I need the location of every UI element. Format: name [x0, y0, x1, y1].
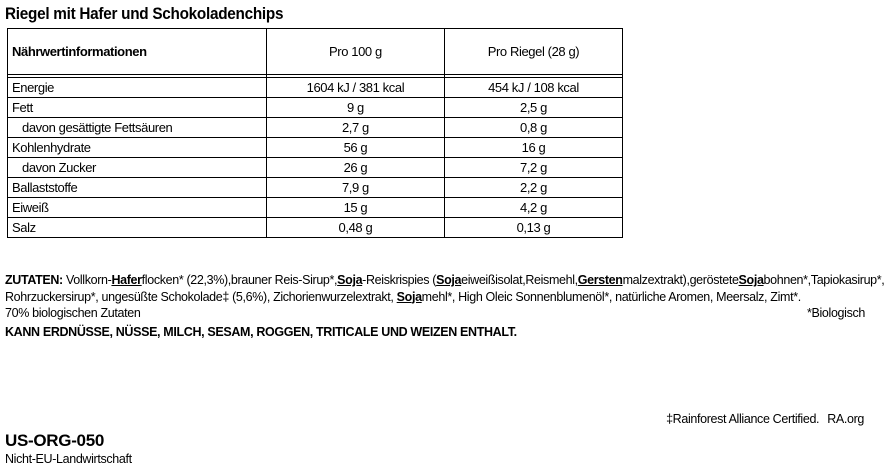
allergen-highlight: Soja [396, 289, 422, 304]
nutrition-header-label: Nährwertinformationen [8, 29, 267, 75]
ingredient-text: eiweißisolat, [461, 273, 526, 287]
nutrient-label: Ballaststoffe [8, 178, 267, 198]
nutrition-header-row [8, 29, 623, 75]
ingredients-line-1 [5, 272, 884, 289]
nutrient-label: Kohlenhydrate [8, 138, 267, 158]
nutrient-perbar: 2,5 g [444, 98, 622, 118]
organic-row [5, 305, 865, 322]
nutrition-header-perbar: Pro Riegel (28 g) [444, 29, 622, 75]
nutrient-per100: 26 g [266, 158, 444, 178]
certification-origin: Nicht-EU-Landwirtschaft [5, 452, 132, 466]
allergen-highlight: Soja [436, 273, 462, 287]
ingredients-block [5, 272, 884, 340]
table-row [8, 218, 623, 238]
nutrient-perbar: 7,2 g [444, 158, 622, 178]
table-row [8, 118, 623, 138]
table-row [8, 178, 623, 198]
ingredients-segment [739, 272, 811, 289]
ingredient-text: Rohrzuckersirup*, ungesüßte Schokolade‡ (5,6%), Zichorienwurzelextrakt, [5, 289, 394, 304]
nutrition-header-per100: Pro 100 g [266, 29, 444, 75]
ingredient-text: -Reiskrispies ( [362, 273, 437, 287]
ingredient-text: flocken* (22,3%), [141, 273, 231, 287]
ingredient-text: mehl*, High Oleic Sonnenblumenöl*, natürliche Aromen, Meersalz, Zimt*. [421, 289, 801, 304]
table-row [8, 158, 623, 178]
nutrient-per100: 56 g [266, 138, 444, 158]
ingredients-label: ZUTATEN: [5, 273, 63, 287]
ingredient-text: bohnen*, [763, 273, 811, 287]
nutrient-perbar: 0,8 g [444, 118, 622, 138]
organic-share: 70% biologischen Zutaten [5, 306, 141, 320]
nutrient-label: Energie [8, 78, 267, 98]
rainforest-text: ‡Rainforest Alliance Certified. [666, 412, 820, 426]
ingredients-segment [5, 272, 231, 289]
nutrient-label: davon gesättigte Fettsäuren [8, 118, 267, 138]
nutrient-per100: 9 g [266, 98, 444, 118]
ingredient-text: Reismehl, [525, 273, 578, 287]
nutrient-per100: 0,48 g [266, 218, 444, 238]
nutrition-table [7, 28, 623, 238]
nutrient-per100: 2,7 g [266, 118, 444, 138]
nutrient-per100: 1604 kJ / 381 kcal [266, 78, 444, 98]
ingredient-text: brauner Reis-Sirup*, [230, 273, 338, 287]
ingredient-text: geröstete [689, 273, 739, 287]
nutrient-per100: 15 g [266, 198, 444, 218]
nutrient-perbar: 2,2 g [444, 178, 622, 198]
nutrient-perbar: 454 kJ / 108 kcal [444, 78, 622, 98]
ingredients-line-2 [5, 289, 865, 306]
rainforest-site: RA.org [827, 412, 864, 426]
organic-note: *Biologisch [807, 306, 865, 320]
allergen-highlight: Soja [337, 273, 363, 287]
ingredient-text: malzextrakt), [622, 273, 690, 287]
nutrient-label: Fett [8, 98, 267, 118]
certification-code: US-ORG-050 [5, 431, 105, 450]
product-title: Riegel mit Hafer und Schokoladenchips [5, 4, 284, 23]
allergen-highlight: Gersten [577, 273, 623, 287]
nutrient-label: Eiweiß [8, 198, 267, 218]
table-row [8, 198, 623, 218]
table-row [8, 78, 623, 98]
rainforest-note [666, 412, 864, 426]
nutrient-label: Salz [8, 218, 267, 238]
nutrient-per100: 7,9 g [266, 178, 444, 198]
allergen-highlight: Hafer [111, 273, 142, 287]
allergen-highlight: Soja [738, 273, 764, 287]
table-row [8, 98, 623, 118]
nutrient-label: davon Zucker [8, 158, 267, 178]
ingredients-segment [337, 272, 525, 289]
nutrient-perbar: 16 g [444, 138, 622, 158]
nutrient-perbar: 0,13 g [444, 218, 622, 238]
ingredient-text: Vollkorn- [65, 273, 112, 287]
table-row [8, 138, 623, 158]
allergen-warning: KANN ERDNÜSSE, NÜSSE, MILCH, SESAM, ROGGEN, TRITICALE UND WEIZEN ENTHALT. [5, 324, 517, 339]
ingredients-segment [578, 272, 690, 289]
nutrient-perbar: 4,2 g [444, 198, 622, 218]
ingredient-text: Tapiokasirup*, [810, 273, 884, 287]
